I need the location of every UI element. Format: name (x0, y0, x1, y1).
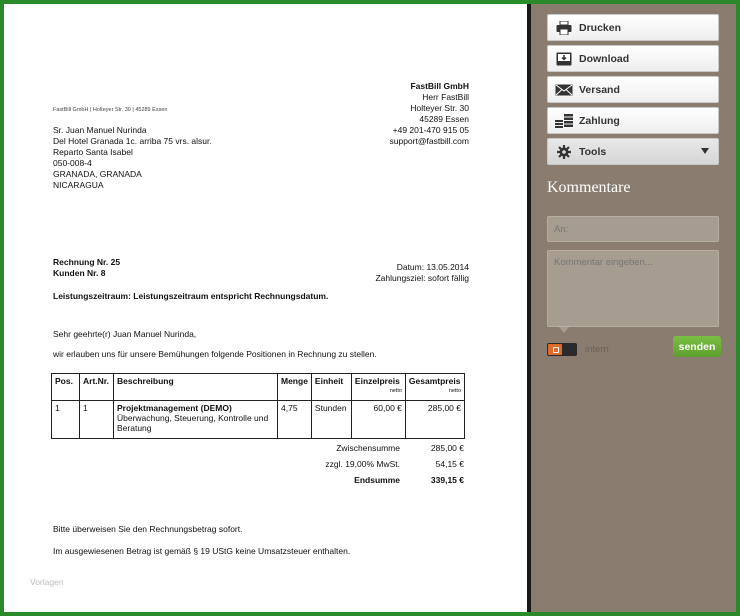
invoice-number: Rechnung Nr. 25 (53, 257, 121, 267)
cell-total: 285,00 € (405, 401, 464, 439)
customer-number: Kunden Nr. 8 (53, 267, 106, 278)
col-pos: Pos. (52, 374, 80, 401)
company-email: support@fastbill.com (389, 136, 469, 146)
gear-icon (555, 144, 573, 160)
tax-label: zzgl. 19,00% MwSt. (325, 459, 400, 469)
service-period: Leistungszeitraum: Leistungszeitraum entspricht Rechnungsdatum. (53, 291, 329, 301)
templates-link[interactable]: Vorlagen (30, 577, 64, 587)
printer-icon (555, 20, 573, 36)
subtotal-value: 285,00 € (430, 443, 464, 453)
item-title: Projektmanagement (DEMO) (117, 403, 232, 413)
cell-price: 60,00 € (351, 401, 405, 439)
company-city: 45289 Essen (419, 114, 469, 124)
tax-value: 54,15 € (435, 459, 464, 469)
col-art: Art.Nr. (80, 374, 114, 401)
cell-unit: Stunden (311, 401, 351, 439)
company-contact: Herr FastBill (422, 92, 469, 102)
envelope-icon (555, 82, 573, 98)
col-total-sub: netto (448, 388, 461, 394)
grand-total-label: Endsumme (354, 475, 400, 485)
recipient-country: NICARAGUA (53, 180, 104, 190)
recipient-line: GRANADA, GRANADA (53, 169, 142, 179)
send-mail-button[interactable] (547, 76, 719, 103)
col-price-sub: netto (389, 388, 402, 394)
tax-note: Im ausgewiesenen Betrag ist gemäß § 19 UStG keine Umsatzsteuer enthalten. (53, 546, 351, 556)
cell-art: 1 (80, 401, 114, 439)
recipient-line: 050-008-4 (53, 158, 92, 168)
download-label: Download (579, 52, 630, 65)
col-price-label: Einzelpreis (354, 376, 400, 386)
item-description: Überwachung, Steuerung, Kontrolle und Beratung (117, 413, 269, 433)
col-total-label: Gesamtpreis (408, 376, 461, 386)
company-street: Holteyer Str. 30 (410, 103, 469, 113)
totals (284, 440, 464, 488)
payment-term: Zahlungsziel: sofort fällig (375, 272, 469, 283)
invoice-preview (4, 4, 527, 612)
recipient-line: Reparto Santa Isabel (53, 147, 133, 157)
company-name: FastBill GmbH (410, 81, 469, 91)
invoice-date: Datum: 13.05.2014 (396, 262, 469, 272)
print-label: Drucken (579, 21, 622, 34)
print-button[interactable] (547, 14, 719, 41)
intern-label: intern (585, 344, 609, 355)
subtotal-label: Zwischensumme (336, 443, 400, 453)
send-mail-label: Versand (579, 83, 620, 96)
cell-pos: 1 (52, 401, 80, 439)
app-frame (4, 4, 736, 612)
tools-label: Tools (579, 145, 607, 158)
col-price (351, 374, 405, 401)
subtotal-row (284, 440, 464, 456)
table-header-row (52, 374, 465, 401)
grand-total-value: 339,15 € (430, 475, 464, 485)
intro-text: wir erlauben uns für unsere Bemühungen folgende Positionen in Rechnung zu stellen. (53, 349, 377, 359)
chevron-down-icon (701, 148, 709, 154)
invoice-dates (375, 262, 469, 283)
coins-icon (555, 113, 573, 129)
lock-icon (548, 344, 562, 355)
grand-total-row (284, 472, 464, 488)
payment-button[interactable] (547, 107, 719, 134)
comments-title: Kommentare (547, 179, 631, 196)
company-address (390, 81, 470, 147)
cell-qty: 4,75 (278, 401, 312, 439)
sender-line: FastBill GmbH | Holteyer Str. 30 | 45289 Essen (53, 107, 168, 113)
recipient-input[interactable] (547, 216, 719, 242)
recipient-line: Del Hotel Granada 1c. arriba 75 vrs. alsur. (53, 136, 212, 146)
send-comment-button[interactable]: senden (673, 336, 721, 357)
table-row (52, 401, 465, 439)
intern-toggle[interactable] (547, 343, 577, 356)
cell-desc (114, 401, 278, 439)
col-desc: Beschreibung (114, 374, 278, 401)
payment-label: Zahlung (579, 114, 620, 127)
recipient-address (53, 125, 212, 191)
col-unit: Einheit (311, 374, 351, 401)
items-table (51, 373, 465, 439)
download-icon (555, 51, 573, 67)
invoice-ids (53, 257, 120, 278)
tax-row (284, 456, 464, 472)
col-total (405, 374, 464, 401)
comment-bubble-tail (559, 327, 569, 333)
comment-input[interactable] (547, 250, 719, 327)
company-phone: +49 201-470 915 05 (392, 125, 469, 135)
action-panel (531, 4, 736, 612)
greeting: Sehr geehrte(r) Juan Manuel Nurinda, (53, 329, 197, 339)
recipient-name: Sr. Juan Manuel Nurinda (53, 125, 147, 135)
tools-dropdown[interactable] (547, 138, 719, 165)
payment-note: Bitte überweisen Sie den Rechnungsbetrag sofort. (53, 524, 243, 534)
col-qty: Menge (278, 374, 312, 401)
download-button[interactable] (547, 45, 719, 72)
